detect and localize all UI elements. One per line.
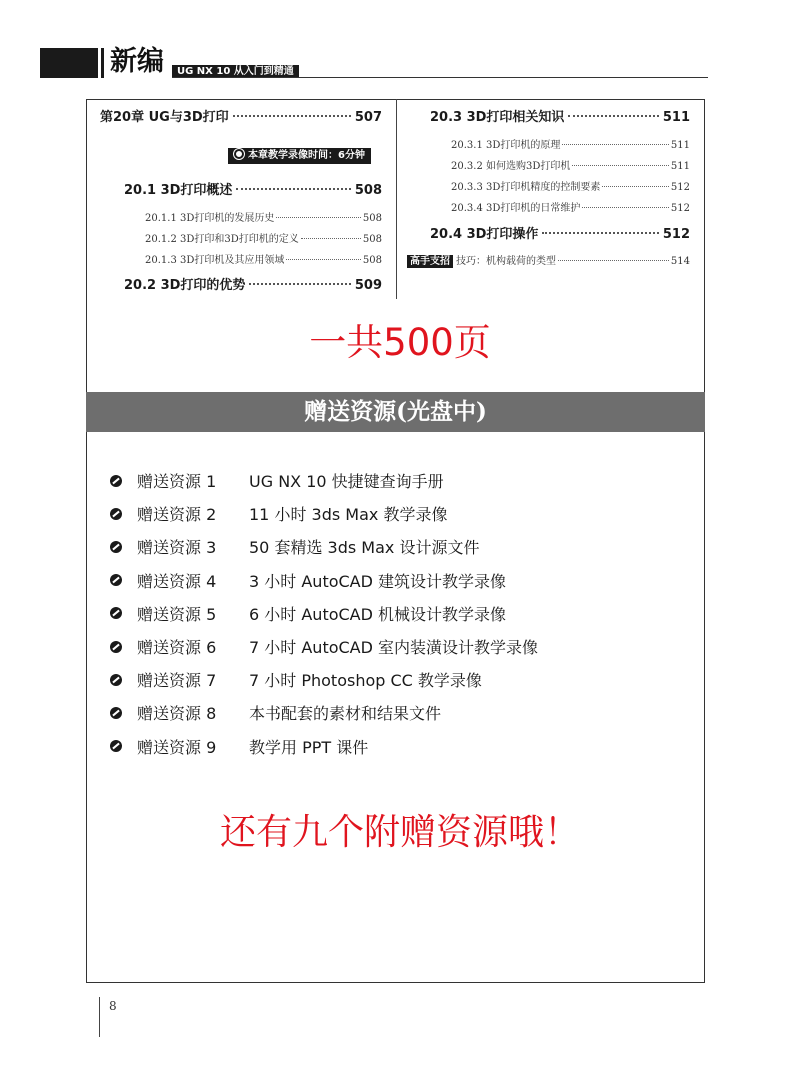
video-time-text: 本章教学录像时间：6分钟 (248, 150, 365, 161)
toc-subsection-row (145, 209, 382, 224)
toc-leader-dots (568, 115, 658, 117)
resource-name: 赠送资源 7 (137, 671, 217, 691)
toc-subsection-row (451, 136, 690, 151)
annotation-total-pages: 一共500页 (309, 321, 491, 364)
list-item (110, 497, 538, 530)
toc-subsection-page: 508 (362, 213, 382, 224)
toc-subsection-page: 511 (670, 161, 690, 172)
resource-name: 赠送资源 3 (137, 538, 217, 558)
resource-name: 赠送资源 4 (137, 571, 217, 591)
bullet-icon (110, 740, 122, 752)
header-rule (172, 77, 708, 78)
toc-leader-dots (582, 207, 669, 208)
book-subtitle-tag: UG NX 10 从入门到精通 (172, 65, 299, 78)
resource-desc: 6 小时 AutoCAD 机械设计教学录像 (249, 604, 507, 624)
toc-section-row (430, 106, 690, 125)
list-item (110, 630, 538, 663)
toc-section-label: 20.2 3D打印的优势 (124, 278, 246, 293)
bullet-icon (110, 707, 122, 719)
toc-subsection-page: 512 (670, 182, 690, 193)
toc-leader-dots (558, 260, 669, 261)
resources-list (110, 464, 538, 763)
toc-chapter-row (100, 106, 382, 125)
toc-skill-row (407, 252, 690, 267)
bullet-icon (110, 475, 122, 487)
resource-name: 赠送资源 9 (137, 737, 217, 757)
resource-name: 赠送资源 6 (137, 638, 217, 658)
list-item (110, 730, 538, 763)
toc-leader-dots (233, 115, 351, 117)
toc-leader-dots (276, 217, 361, 218)
toc-leader-dots (602, 186, 669, 187)
toc-skill-label-group (407, 252, 556, 267)
toc-section-row (124, 179, 382, 198)
toc-subsection-label: 20.3.3 3D打印机精度的控制要素 (451, 182, 601, 193)
bullet-icon (110, 541, 122, 553)
resource-name: 赠送资源 8 (137, 704, 217, 724)
resource-desc: UG NX 10 快捷键查询手册 (249, 472, 444, 492)
toc-subsection-label: 20.3.2 如何选购3D打印机 (451, 161, 571, 172)
resource-desc: 7 小时 Photoshop CC 教学录像 (249, 671, 482, 691)
bullet-icon (110, 607, 122, 619)
resource-desc: 50 套精选 3ds Max 设计源文件 (249, 538, 480, 558)
toc-chapter-page: 507 (354, 110, 382, 125)
toc-section-page: 509 (354, 278, 382, 293)
resource-name: 赠送资源 1 (137, 472, 217, 492)
toc-subsection-page: 511 (670, 140, 690, 151)
toc-skill-label: 技巧：机构载荷的类型 (456, 256, 556, 267)
list-item (110, 663, 538, 696)
toc-column-divider (396, 99, 397, 299)
resource-desc: 3 小时 AutoCAD 建筑设计教学录像 (249, 571, 507, 591)
toc-leader-dots (562, 144, 669, 145)
toc-section-page: 512 (662, 227, 690, 242)
list-item (110, 530, 538, 563)
toc-subsection-row (451, 199, 690, 214)
bullet-icon (110, 574, 122, 586)
toc-leader-dots (301, 238, 361, 239)
toc-section-label: 20.4 3D打印操作 (430, 227, 539, 242)
toc-subsection-row (451, 178, 690, 193)
toc-leader-dots (542, 232, 658, 234)
disc-icon (234, 149, 244, 159)
footer-bar (99, 997, 100, 1037)
list-item (110, 464, 538, 497)
list-item (110, 696, 538, 729)
toc-section-row (124, 274, 382, 293)
toc-leader-dots (286, 259, 361, 260)
page-number: 8 (109, 999, 117, 1013)
toc-section-label: 20.3 3D打印相关知识 (430, 110, 565, 125)
toc-leader-dots (236, 188, 350, 190)
resources-banner-title: 赠送资源(光盘中) (304, 398, 487, 425)
list-item (110, 564, 538, 597)
toc-subsection-row (145, 251, 382, 266)
resource-desc: 教学用 PPT 课件 (249, 737, 369, 757)
resource-desc: 7 小时 AutoCAD 室内装潢设计教学录像 (249, 638, 539, 658)
resource-name: 赠送资源 5 (137, 604, 217, 624)
toc-chapter-label: 第20章 UG与3D打印 (100, 110, 229, 125)
annotation-bonus-resources: 还有九个附赠资源哦！ (219, 812, 580, 853)
video-time-badge (228, 148, 371, 164)
resource-name: 赠送资源 2 (137, 505, 217, 525)
header-black-block (40, 48, 98, 78)
bullet-icon (110, 674, 122, 686)
resource-desc: 本书配套的素材和结果文件 (249, 704, 442, 724)
toc-subsection-label: 20.1.3 3D打印机及其应用领域 (145, 255, 285, 266)
toc-leader-dots (249, 283, 350, 285)
toc-subsection-page: 508 (362, 234, 382, 245)
toc-section-row (430, 223, 690, 242)
list-item (110, 597, 538, 630)
toc-section-page: 511 (662, 110, 690, 125)
toc-section-label: 20.1 3D打印概述 (124, 183, 233, 198)
bullet-icon (110, 641, 122, 653)
toc-subsection-row (451, 157, 690, 172)
toc-subsection-row (145, 230, 382, 245)
toc-subsection-label: 20.3.4 3D打印机的日常维护 (451, 203, 581, 214)
book-series-title: 新编 (110, 46, 164, 77)
toc-leader-dots (572, 165, 669, 166)
expert-tip-tag: 高手支招 (407, 255, 453, 268)
header-divider-bar (101, 48, 104, 78)
toc-subsection-label: 20.1.2 3D打印和3D打印机的定义 (145, 234, 299, 245)
toc-subsection-page: 508 (362, 255, 382, 266)
resource-desc: 11 小时 3ds Max 教学录像 (249, 505, 448, 525)
toc-subsection-page: 512 (670, 203, 690, 214)
toc-subsection-label: 20.1.1 3D打印机的发展历史 (145, 213, 275, 224)
toc-subsection-label: 20.3.1 3D打印机的原理 (451, 140, 561, 151)
bullet-icon (110, 508, 122, 520)
toc-skill-page: 514 (670, 256, 690, 267)
toc-section-page: 508 (354, 183, 382, 198)
